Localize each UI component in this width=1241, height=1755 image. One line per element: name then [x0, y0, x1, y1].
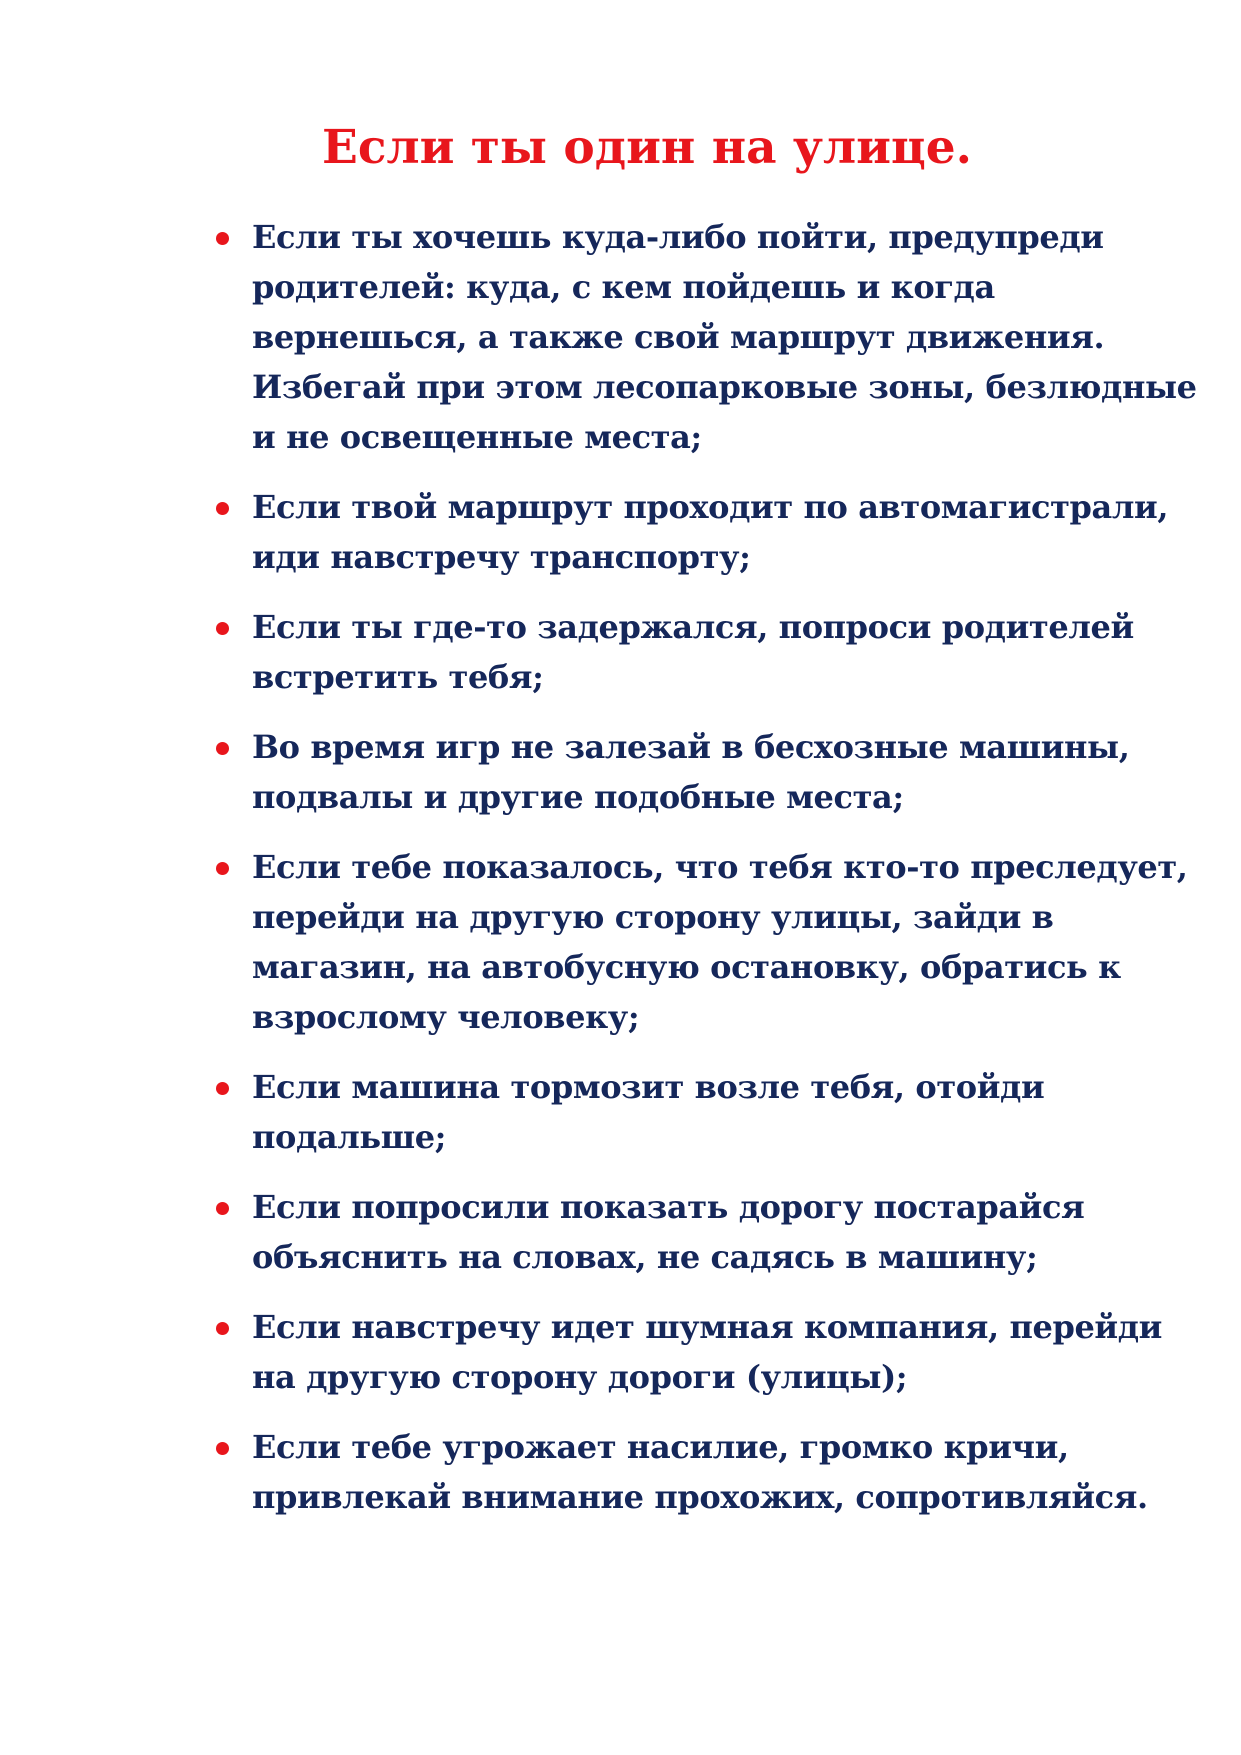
list-item — [212, 1062, 1197, 1162]
list-item — [212, 482, 1197, 582]
list-item — [212, 1422, 1197, 1522]
bullet-dot-icon — [216, 232, 229, 245]
list-item-text: Во время игр не залезай в бесхозные машины, подвалы и другие подобные места; — [252, 728, 1130, 816]
bullet-dot-icon — [216, 1322, 229, 1335]
list-item-text: Если машина тормозит возле тебя, отойди подальше; — [252, 1068, 1045, 1156]
list-item — [212, 842, 1197, 1042]
list-item — [212, 1182, 1197, 1282]
bullet-dot-icon — [216, 862, 229, 875]
list-item-text: Если навстречу идет шумная компания, перейди на другую сторону дороги (улицы); — [252, 1308, 1162, 1396]
list-item — [212, 722, 1197, 822]
bullet-dot-icon — [216, 1082, 229, 1095]
page-title: Если ты один на улице. — [322, 120, 972, 175]
list-item — [212, 1302, 1197, 1402]
list-item — [212, 602, 1197, 702]
list-item-text: Если тебе показалось, что тебя кто-то преследует, перейди на другую сторону улицы, зайди в магазин, на автобусную остановку, обратись к взрослому человеку; — [252, 848, 1188, 1036]
bullet-dot-icon — [216, 622, 229, 635]
safety-rules-list — [212, 212, 1197, 1542]
list-item-text: Если ты где-то задержался, попроси родителей встретить тебя; — [252, 608, 1134, 696]
list-item — [212, 212, 1197, 462]
bullet-dot-icon — [216, 502, 229, 515]
list-item-text: Если ты хочешь куда-либо пойти, предупреди родителей: куда, с кем пойдешь и когда вернешься, а также свой маршрут движения. Избегай при этом лесопарковые зоны, безлюдные и не освещенные места; — [252, 218, 1197, 456]
bullet-dot-icon — [216, 1442, 229, 1455]
bullet-dot-icon — [216, 742, 229, 755]
list-item-text: Если попросили показать дорогу постарайся объяснить на словах, не садясь в машину; — [252, 1188, 1085, 1276]
list-item-text: Если тебе угрожает насилие, громко кричи, привлекай внимание прохожих, сопротивляйся. — [252, 1428, 1148, 1516]
bullet-dot-icon — [216, 1202, 229, 1215]
list-item-text: Если твой маршрут проходит по автомагистрали, иди навстречу транспорту; — [252, 488, 1169, 576]
